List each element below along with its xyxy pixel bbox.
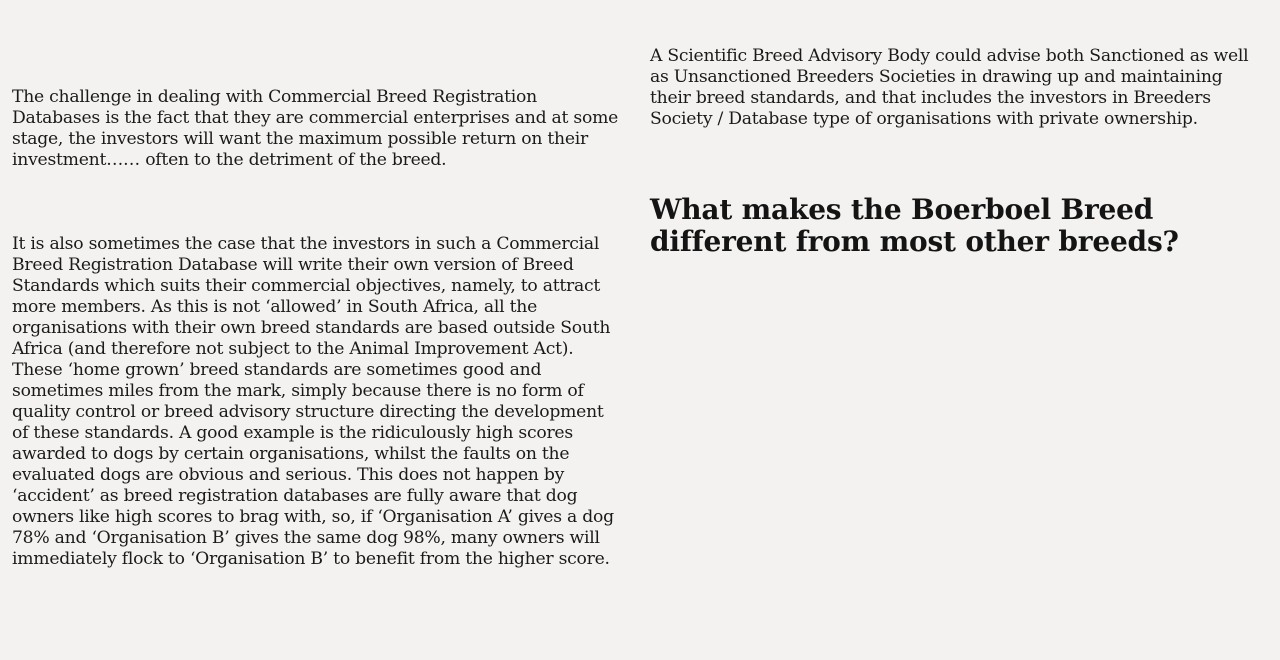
left-column (12, 87, 624, 570)
section-heading: What makes the Boerboel Breed different from most other breeds? (650, 193, 1179, 258)
breed-standards-paragraph: It is also sometimes the case that the investors in such a Commercial Breed Registration Database will write their own version of Breed Standards which suits their commercial objectives, namely, to attract more members. As this is not ‘allowed’ in South Africa, all the organisations with their own breed standards are based outside South Africa (and therefore not subject to the Animal Improvement Act). These ‘home grown’ breed standards are sometimes good and sometimes miles from the mark, simply because there is no form of quality control or breed advisory structure directing the development of these standards. A good example is the ridiculously high scores awarded to dogs by certain organisations, whilst the faults on the evaluated dogs are obvious and serious. This does not happen by ‘accident’ as breed registration databases are fully aware that dog owners like high scores to brag with, so, if ‘Organisation A’ gives a dog 78% and ‘Organisation B’ gives the same dog 98%, many owners will immediately flock to ‘Organisation B’ to benefit from the higher score. (12, 234, 614, 569)
advisory-body-paragraph: A Scientific Breed Advisory Body could advise both Sanctioned as well as Unsanctioned Breeders Societies in drawing up and maintaining their breed standards, and that includes the investors in Breeders Society / Database type of organisations with private ownership. (650, 46, 1249, 129)
right-column (650, 46, 1268, 258)
commercial-databases-paragraph: The challenge in dealing with Commercial Breed Registration Databases is the fact that they are commercial enterprises and at some stage, the investors will want the maximum possible return on their investment…… often to the detriment of the breed. (12, 87, 619, 170)
